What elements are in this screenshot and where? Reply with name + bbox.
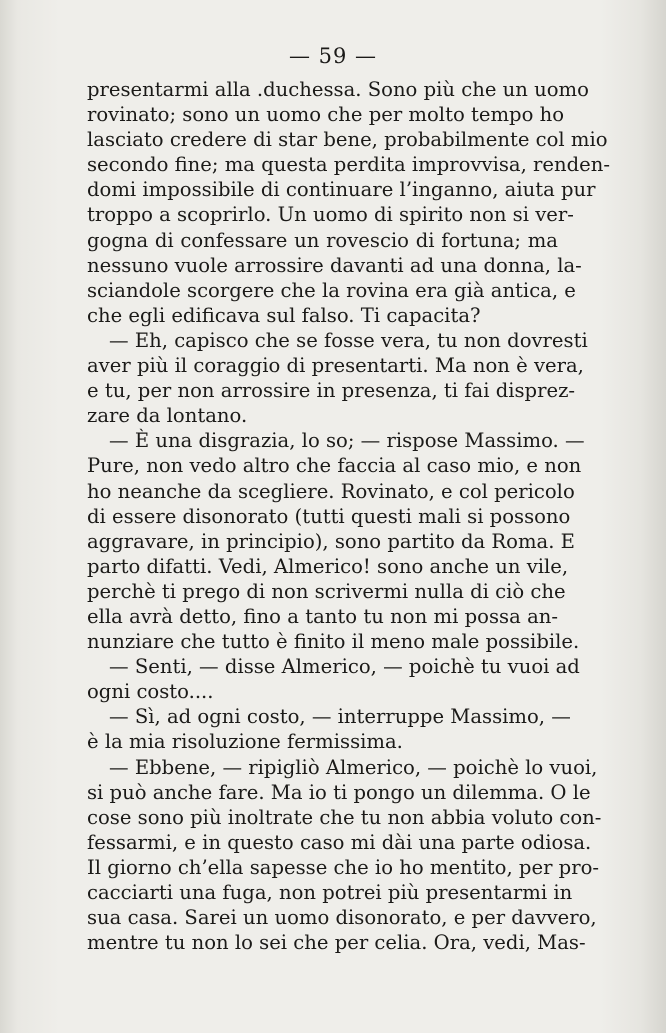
- text-line: gogna di confessare un rovescio di fortuna; ma: [87, 228, 558, 252]
- text-line: troppo a scoprirlo. Un uomo di spirito non si ver-: [87, 203, 574, 227]
- text-line: zare da lontano.: [87, 404, 248, 428]
- text-line: rovinato; sono un uomo che per molto tempo ho: [87, 103, 565, 127]
- text-line: nunziare che tutto è finito il meno male possibile.: [87, 630, 580, 654]
- text-line: lasciato credere di star bene, probabilmente col mio: [87, 128, 608, 152]
- text-line: — Senti, — disse Almerico, — poichè tu vuoi ad: [109, 655, 580, 679]
- text-line: è la mia risoluzione fermissima.: [87, 730, 403, 754]
- text-line: ella avrà detto, fino a tanto tu non mi possa an-: [87, 604, 558, 628]
- text-line: fessarmi, e in questo caso mi dài una parte odiosa.: [87, 830, 592, 854]
- text-line: aggravare, in principio), sono partito da Roma. E: [87, 529, 575, 553]
- text-line: sciandole scorgere che la rovina era già antica, e: [87, 278, 576, 302]
- text-line: cose sono più inoltrate che tu non abbia voluto con-: [87, 805, 602, 829]
- text-line: parto difatti. Vedi, Almerico! sono anche un vile,: [87, 554, 569, 578]
- text-line: nessuno vuole arrossire davanti ad una donna, la-: [87, 253, 582, 277]
- text-line: — Ebbene, — ripigliò Almerico, — poichè lo vuoi,: [109, 755, 598, 779]
- text-line: mentre tu non lo sei che per celia. Ora, vedi, Mas-: [87, 931, 586, 955]
- text-line: presentarmi alla .duchessa. Sono più che un uomo: [87, 78, 589, 101]
- text-line: cacciarti una fuga, non potrei più presentarmi in: [87, 881, 573, 904]
- text-line: si può anche fare. Ma io ti pongo un dilemma. O le: [87, 780, 591, 804]
- text-line: aver più il coraggio di presentarti. Ma non è vera,: [87, 354, 584, 378]
- text-line: e tu, per non arrossire in presenza, ti fai disprez-: [87, 379, 576, 403]
- text-line: sua casa. Sarei un uomo disonorato, e per davvero,: [87, 906, 597, 930]
- text-line: — Eh, capisco che se fosse vera, tu non dovresti: [109, 328, 588, 352]
- text-line: secondo fine; ma questa perdita improvvisa, renden-: [87, 153, 611, 177]
- text-line: — È una disgrazia, lo so; — rispose Massimo. —: [109, 429, 585, 453]
- text-line: domi impossibile di continuare l’inganno, aiuta pur: [87, 178, 596, 202]
- text-line: perchè ti prego di non scrivermi nulla di ciò che: [87, 579, 566, 603]
- body-text: [87, 77, 611, 955]
- text-line: ho neanche da scegliere. Rovinato, e col pericolo: [87, 479, 575, 503]
- text-line: Pure, non vedo altro che faccia al caso mio, e non: [87, 454, 582, 478]
- text-line: Il giorno ch’ella sapesse che io ho mentito, per pro-: [87, 855, 599, 879]
- text-line: — Sì, ad ogni costo, — interruppe Massimo, —: [109, 705, 571, 729]
- page-number: — 59 —: [288, 44, 378, 68]
- text-line: ogni costo....: [87, 680, 214, 704]
- text-line: che egli edificava sul falso. Ti capacita?: [87, 303, 481, 327]
- text-line: di essere disonorato (tutti questi mali si possono: [87, 504, 571, 528]
